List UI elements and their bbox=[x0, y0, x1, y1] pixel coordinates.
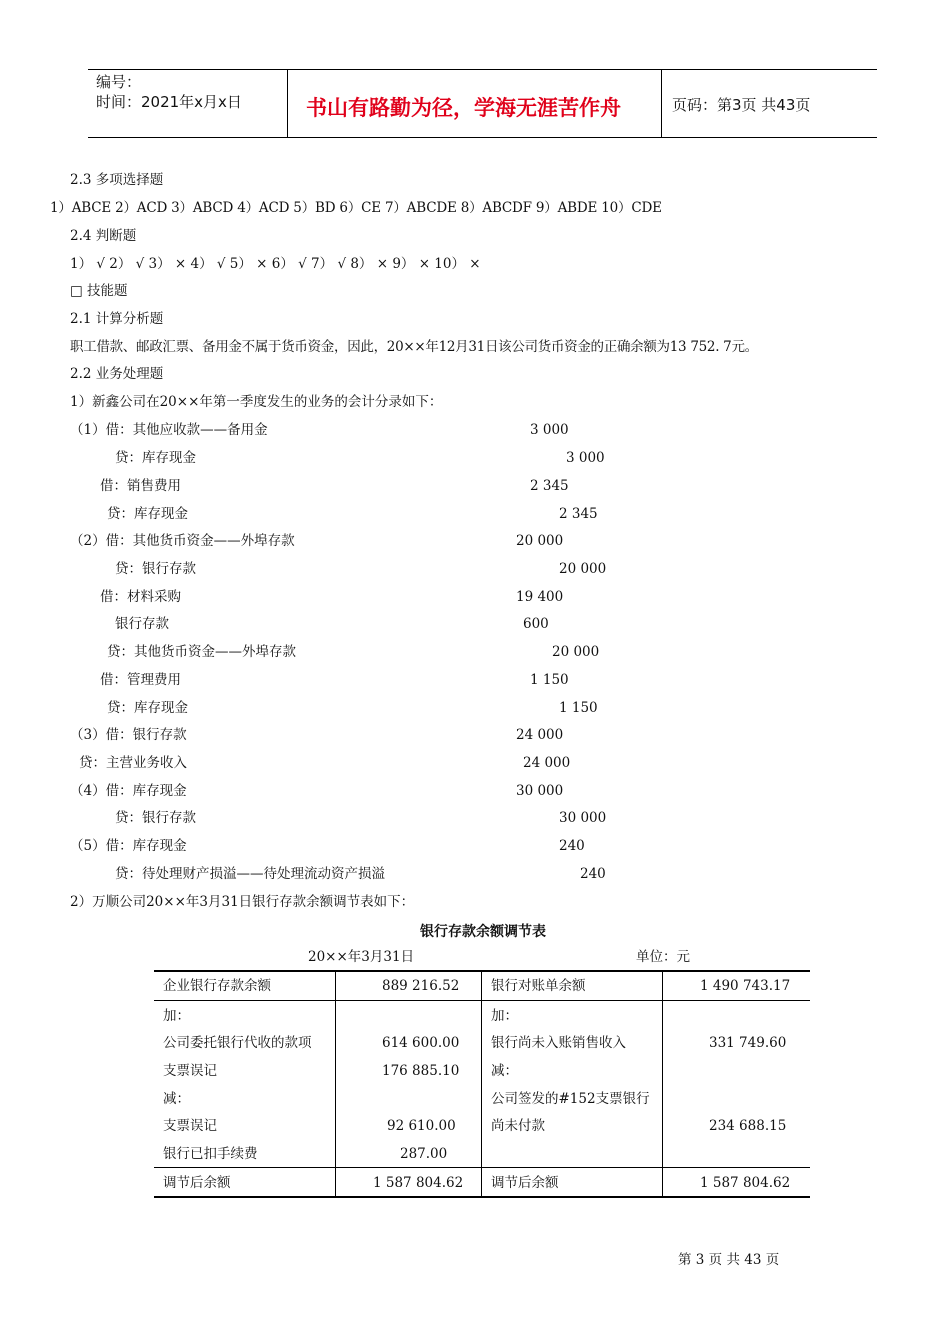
table-unit: 单位：元 bbox=[636, 949, 690, 965]
right-label: 尚未付款 bbox=[491, 1118, 545, 1134]
left-value: 287.00 bbox=[400, 1146, 448, 1162]
left-label: 银行已扣手续费 bbox=[163, 1146, 258, 1162]
right-value: 331 749.60 bbox=[709, 1035, 787, 1051]
entry-amount: 20 000 bbox=[552, 644, 600, 660]
table-divider bbox=[481, 970, 482, 1197]
header-divider bbox=[287, 70, 288, 137]
left-label: 支票误记 bbox=[163, 1063, 217, 1079]
entry-amount: 240 bbox=[559, 838, 585, 854]
entry-text: 银行存款 bbox=[115, 616, 169, 632]
page-header bbox=[88, 69, 877, 138]
table-date: 20××年3月31日 bbox=[308, 949, 415, 965]
entry-text: 借：管理费用 bbox=[100, 672, 181, 688]
right-label: 调节后余额 bbox=[491, 1175, 559, 1191]
right-label: 公司签发的#152支票银行 bbox=[491, 1091, 650, 1107]
entry-text: 贷：库存现金 bbox=[115, 450, 196, 466]
left-label: 调节后余额 bbox=[163, 1175, 231, 1191]
section-heading-2-1: 2.1 计算分析题 bbox=[70, 311, 164, 327]
table-divider bbox=[662, 970, 663, 1197]
entry-text: （1）借：其他应收款——备用金 bbox=[70, 422, 268, 438]
multiple-choice-answers: 1）ABCE 2）ACD 3）ABCD 4）ACD 5）BD 6）CE 7）ABCDE 8）ABCDF 9）ABDE 10）CDE bbox=[50, 200, 662, 216]
section-heading-2-4: 2.4 判断题 bbox=[70, 228, 137, 244]
entry-text: 贷：银行存款 bbox=[115, 810, 196, 826]
serial-label: 编号： bbox=[96, 73, 142, 91]
right-label: 银行尚未入账销售收入 bbox=[491, 1035, 626, 1051]
entry-text: 贷：银行存款 bbox=[115, 561, 196, 577]
entry-amount: 24 000 bbox=[523, 755, 571, 771]
entry-text: 贷：库存现金 bbox=[107, 700, 188, 716]
table-title: 银行存款余额调节表 bbox=[420, 924, 546, 940]
left-value: 614 600.00 bbox=[382, 1035, 460, 1051]
entry-amount: 1 150 bbox=[530, 672, 569, 688]
table-rule bbox=[154, 1000, 810, 1001]
journal-intro: 1）新鑫公司在20××年第一季度发生的业务的会计分录如下： bbox=[70, 394, 443, 410]
entry-text: 贷：主营业务收入 bbox=[79, 755, 187, 771]
entry-amount: 24 000 bbox=[516, 727, 564, 743]
entry-text: 贷：待处理财产损溢——待处理流动资产损溢 bbox=[115, 866, 385, 882]
header-page-number: 页码：第3页 共43页 bbox=[672, 96, 811, 114]
entry-text: （2）借：其他货币资金——外埠存款 bbox=[70, 533, 295, 549]
time-label: 时间：2021年x月x日 bbox=[96, 93, 242, 111]
table-rule bbox=[154, 1196, 810, 1198]
entry-amount: 19 400 bbox=[516, 589, 564, 605]
left-value: 889 216.52 bbox=[382, 978, 460, 994]
reconciliation-table bbox=[154, 970, 810, 1197]
right-label: 加： bbox=[491, 1008, 518, 1024]
right-value: 1 490 743.17 bbox=[700, 978, 791, 994]
right-label: 减： bbox=[491, 1063, 518, 1079]
left-value: 1 587 804.62 bbox=[373, 1175, 464, 1191]
left-value: 92 610.00 bbox=[387, 1118, 456, 1134]
section-heading-2-2: 2.2 业务处理题 bbox=[70, 366, 164, 382]
table-rule bbox=[154, 1167, 810, 1168]
entry-amount: 30 000 bbox=[559, 810, 607, 826]
table-divider bbox=[335, 970, 336, 1197]
entry-text: 借：销售费用 bbox=[100, 478, 181, 494]
entry-text: 贷：库存现金 bbox=[107, 506, 188, 522]
left-label: 企业银行存款余额 bbox=[163, 978, 271, 994]
skills-heading: □ 技能题 bbox=[70, 283, 128, 299]
header-divider bbox=[661, 70, 662, 137]
right-value: 1 587 804.62 bbox=[700, 1175, 791, 1191]
calculation-answer: 职工借款、邮政汇票、备用金不属于货币资金，因此，20××年12月31日该公司货币资金的正确余额为13 752. 7元。 bbox=[70, 339, 758, 355]
entry-text: （3）借：银行存款 bbox=[70, 727, 187, 743]
entry-text: （4）借：库存现金 bbox=[70, 783, 187, 799]
entry-amount: 30 000 bbox=[516, 783, 564, 799]
motto: 书山有路勤为径，学海无涯苦作舟 bbox=[306, 96, 621, 120]
entry-amount: 240 bbox=[580, 866, 606, 882]
left-label: 公司委托银行代收的款项 bbox=[163, 1035, 312, 1051]
table-rule bbox=[154, 970, 810, 972]
entry-amount: 2 345 bbox=[559, 506, 598, 522]
right-value: 234 688.15 bbox=[709, 1118, 787, 1134]
right-label: 银行对账单余额 bbox=[491, 978, 586, 994]
entry-amount: 3 000 bbox=[530, 422, 569, 438]
entry-amount: 2 345 bbox=[530, 478, 569, 494]
reconciliation-intro: 2）万顺公司20××年3月31日银行存款余额调节表如下： bbox=[70, 894, 415, 910]
entry-amount: 20 000 bbox=[516, 533, 564, 549]
left-label: 减： bbox=[163, 1091, 190, 1107]
footer-page-number: 第 3 页 共 43 页 bbox=[678, 1252, 780, 1268]
section-heading-2-3: 2.3 多项选择题 bbox=[70, 172, 164, 188]
entry-amount: 1 150 bbox=[559, 700, 598, 716]
entry-text: 贷：其他货币资金——外埠存款 bbox=[107, 644, 296, 660]
entry-amount: 600 bbox=[523, 616, 549, 632]
entry-amount: 20 000 bbox=[559, 561, 607, 577]
entry-amount: 3 000 bbox=[566, 450, 605, 466]
left-value: 176 885.10 bbox=[382, 1063, 460, 1079]
left-label: 加： bbox=[163, 1008, 190, 1024]
true-false-answers: 1） √ 2） √ 3） × 4） √ 5） × 6） √ 7） √ 8） × 9） × 10） × bbox=[70, 256, 481, 272]
left-label: 支票误记 bbox=[163, 1118, 217, 1134]
entry-text: （5）借：库存现金 bbox=[70, 838, 187, 854]
entry-text: 借：材料采购 bbox=[100, 589, 181, 605]
